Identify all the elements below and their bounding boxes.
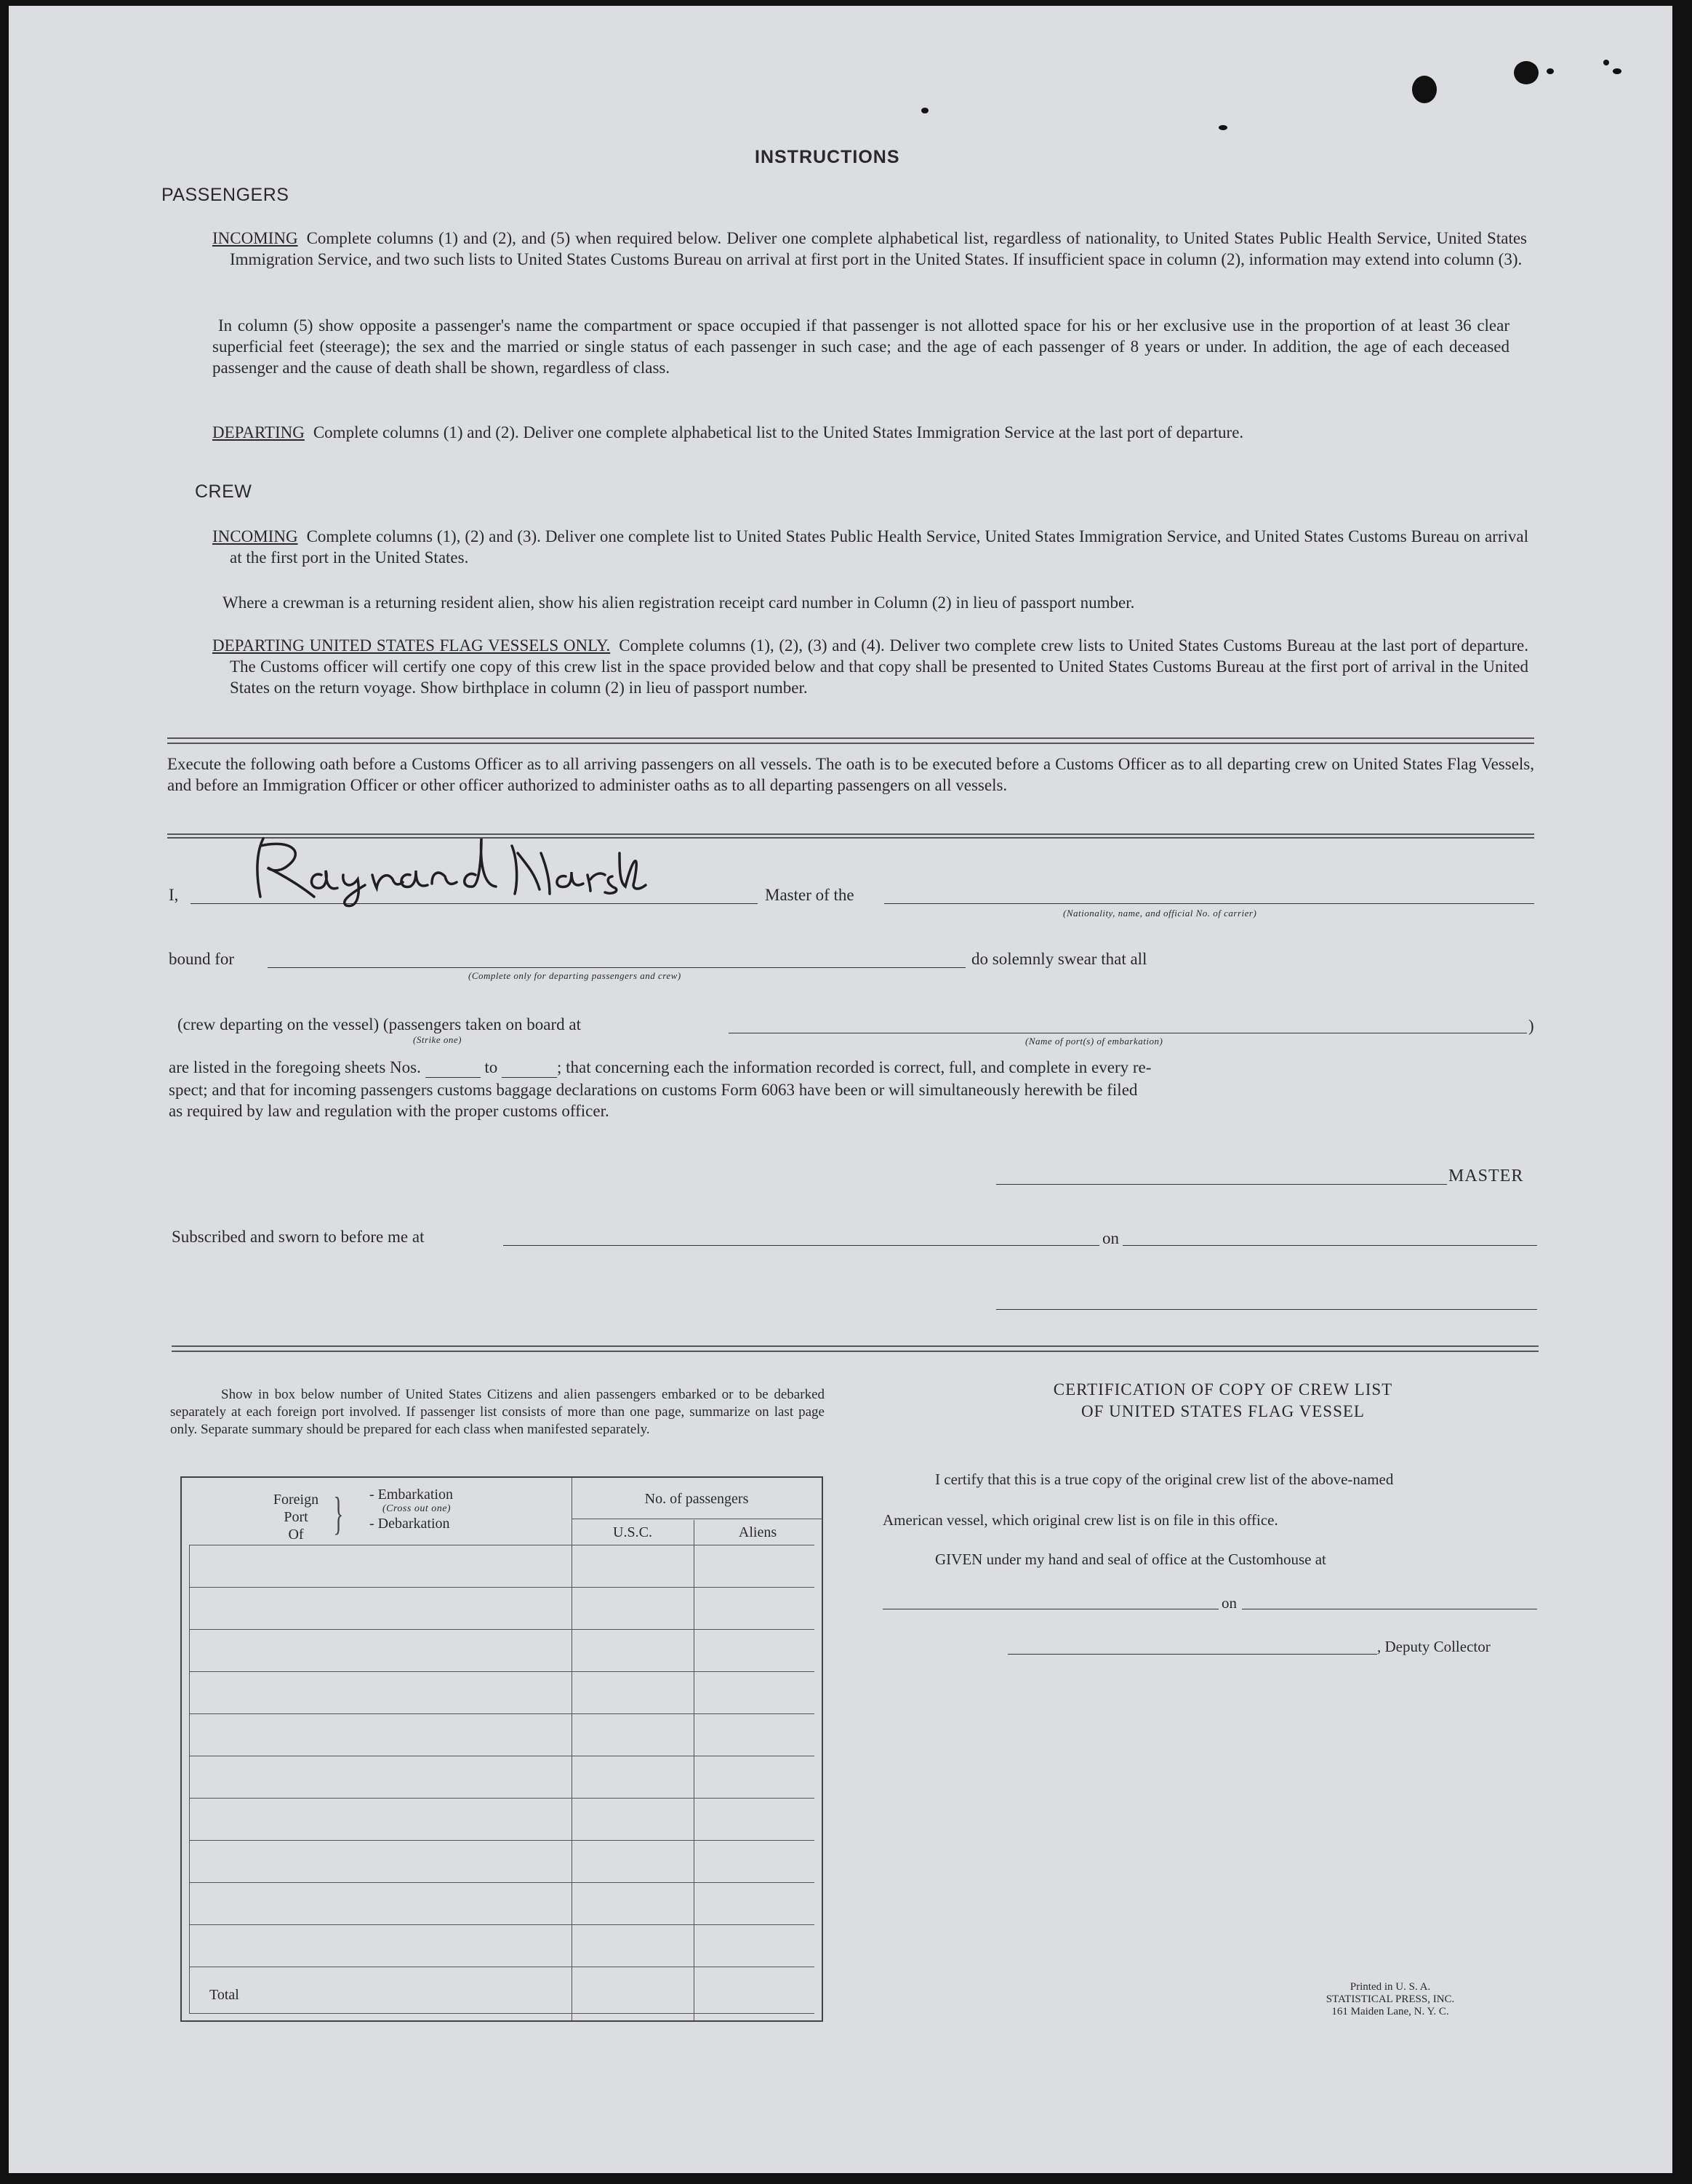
passenger-summary-table <box>180 1476 823 2022</box>
foreign-label: Foreign <box>273 1492 319 1508</box>
table-row-rule <box>189 1798 814 1799</box>
brace: } <box>333 1487 344 1539</box>
crew-departing-text: Complete columns (1), (2), (3) and (4). Deliver two complete crew lists to United States Customs Bureau at the last port of departure. The Customs officer will certify one copy of this crew list in the space provided below and that copy shall be presented to United States Customs Bureau at the first port of arrival in the United States on the return voyage. Show birthplace in column (2) in lieu of passport number. <box>230 636 1528 697</box>
crew-incoming-label: INCOMING <box>212 527 298 545</box>
cert-on-label: on <box>1222 1594 1237 1612</box>
crew-incoming-text: Complete columns (1), (2) and (3). Deliver one complete list to United States Public Health Service, United States Immigration Service, and United States Customs Bureau on arrival at the first port in the United States. <box>230 527 1528 567</box>
sworn-place-line <box>503 1245 1099 1246</box>
to-label: to <box>484 1058 498 1076</box>
oath-intro: Execute the following oath before a Customs Officer as to all arriving passengers on all vessels. The oath is to be executed before a Customs Officer as to all departing crew on United States Flag Vessels, and before an Immigration Officer or other officer authorized to administer oaths as to all departing passengers on all vessels. <box>167 755 1534 794</box>
passengers-incoming-text: Complete columns (1) and (2), and (5) when required below. Deliver one complete alphabetical list, regardless of nationality, to United States Public Health Service, United States Immigration Service, and two such lists to United States Customs Bureau on arrival at first port in the United States. If insufficient space in column (2), information may extend into column (3). <box>230 229 1527 268</box>
passengers-departing-paragraph <box>212 422 1527 443</box>
collector-signature-line <box>1008 1654 1377 1655</box>
table-row-rule <box>189 1587 814 1588</box>
crew-departing-paragraph <box>212 635 1528 698</box>
given-text: GIVEN under my hand and seal of office at the Customhouse at <box>935 1551 1326 1568</box>
lower-divider <box>172 1345 1539 1352</box>
ink-blot <box>1514 61 1539 84</box>
crew-departing-strike-label: (crew departing on the vessel) (passengers taken on board at <box>177 1015 581 1033</box>
table-row-rule <box>189 1671 814 1672</box>
officer-signature-line <box>996 1309 1537 1310</box>
collector-label: , Deputy Collector <box>1377 1638 1491 1655</box>
sheet-from-blank <box>425 1058 481 1078</box>
summary-note: Show in box below number of United States Citizens and alien passengers embarked or to be debarked separately at each foreign port involved. If passenger list consists of more than one page, summarize on last page only. Separate summary should be prepared for each class when manifested separately. <box>170 1387 825 1437</box>
of-label: Of <box>288 1527 304 1543</box>
table-bottom-rule <box>189 2013 814 2014</box>
crew-heading: CREW <box>195 481 252 502</box>
sworn-date-line <box>1123 1245 1537 1246</box>
ink-blot <box>921 108 929 113</box>
printer-imprint <box>1296 1981 1485 2018</box>
bound-for-line <box>268 967 966 968</box>
printer-line1: Printed in U. S. A. <box>1350 1981 1431 1993</box>
embarkation-label: - Embarkation <box>369 1487 453 1503</box>
crew-incoming-paragraph <box>212 526 1528 568</box>
vessel-text: American vessel, which original crew list is on file in this office. <box>883 1511 1278 1529</box>
left-inner-rule <box>189 1545 190 2013</box>
listed-prefix: are listed in the foregoing sheets Nos. <box>169 1058 421 1076</box>
ink-blot <box>1219 125 1227 130</box>
strike-caption: (Strike one) <box>413 1034 462 1045</box>
passengers-departing-text: Complete columns (1) and (2). Deliver one complete alphabetical list to the United States Immigration Service at the last port of departure. <box>313 423 1244 441</box>
table-row-rule <box>189 1713 814 1714</box>
port-caption: (Name of port(s) of embarkation) <box>1025 1036 1163 1047</box>
ink-blot <box>1603 60 1609 65</box>
signature <box>241 824 649 911</box>
table-row-rule <box>189 1840 814 1841</box>
i-label: I, <box>169 886 179 904</box>
passengers-departing-label: DEPARTING <box>212 423 305 441</box>
no-passengers-header: No. of passengers <box>644 1491 749 1507</box>
bound-for-label: bound for <box>169 950 235 968</box>
debarkation-label: - Debarkation <box>369 1516 450 1532</box>
passengers-heading: PASSENGERS <box>161 185 289 205</box>
foreign-port-of-header <box>269 1491 323 1543</box>
aliens-header: Aliens <box>738 1524 777 1540</box>
certification-title-line1: CERTIFICATION OF COPY OF CREW LIST <box>1053 1380 1393 1399</box>
crew-departing-label: DEPARTING UNITED STATES FLAG VESSELS ONLY. <box>212 636 611 655</box>
passengers-column5-text: In column (5) show opposite a passenger's name the compartment or space occupied if that passenger is not allotted space for his or her exclusive use in the proportion of at least 36 clear superficial feet (steerage); the sex and the married or single status of each passenger in such case; and the age of each passenger of 8 years or under. In addition, the age of each deceased passenger and the cause of death shall be shown, regardless of class. <box>212 316 1509 377</box>
cross-out-label: (Cross out one) <box>382 1503 452 1514</box>
passengers-incoming-paragraph <box>212 228 1527 270</box>
embarkation-header <box>369 1487 453 1532</box>
instructions-title: INSTRUCTIONS <box>755 147 900 167</box>
sheet-to-blank <box>502 1058 557 1078</box>
sheets-line <box>169 1058 1536 1078</box>
table-row-rule <box>189 1629 814 1630</box>
listed-suffix: ; that concerning each the information recorded is correct, full, and complete in every re- <box>556 1058 1152 1076</box>
section-divider <box>167 737 1534 744</box>
master-signature-line <box>996 1184 1447 1185</box>
crew-resident-text: Where a crewman is a returning resident alien, show his alien registration receipt card number in Column (2) in lieu of passport number. <box>222 593 1135 612</box>
bound-caption: (Complete only for departing passengers and crew) <box>468 970 681 981</box>
close-paren: ) <box>1528 1017 1534 1035</box>
sworn-on-label: on <box>1102 1229 1119 1247</box>
passengers-incoming-label: INCOMING <box>212 229 298 247</box>
table-row-rule <box>189 1924 814 1925</box>
carrier-line <box>884 903 1534 904</box>
ink-blot <box>1613 68 1621 74</box>
total-label: Total <box>209 1987 239 2003</box>
listed-line2: spect; and that for incoming passengers customs baggage declarations on customs Form 6063 have been or will simultaneously herewith be filed <box>169 1081 1138 1099</box>
master-of-label: Master of the <box>765 886 854 904</box>
certification-title-line2: OF UNITED STATES FLAG VESSEL <box>1081 1402 1365 1420</box>
form-page <box>9 6 1672 2173</box>
printer-line2: STATISTICAL PRESS, INC. <box>1326 1993 1455 2005</box>
listed-line3: as required by law and regulation with the proper customs officer. <box>169 1102 609 1120</box>
signature-drawing <box>241 824 649 911</box>
swear-label: do solemnly swear that all <box>971 950 1147 968</box>
usc-header: U.S.C. <box>613 1524 652 1540</box>
master-label: MASTER <box>1448 1167 1524 1185</box>
carrier-caption: (Nationality, name, and official No. of carrier) <box>1063 908 1257 919</box>
port-label: Port <box>284 1509 308 1525</box>
ink-blot <box>1547 68 1554 74</box>
subscribed-label: Subscribed and sworn to before me at <box>172 1228 425 1246</box>
certification-title <box>947 1379 1499 1423</box>
ink-blot <box>1412 76 1437 103</box>
table-row-rule <box>189 1882 814 1883</box>
printer-line3: 161 Maiden Lane, N. Y. C. <box>1331 2006 1449 2017</box>
certify-text: I certify that this is a true copy of the original crew list of the above-named <box>935 1471 1394 1488</box>
